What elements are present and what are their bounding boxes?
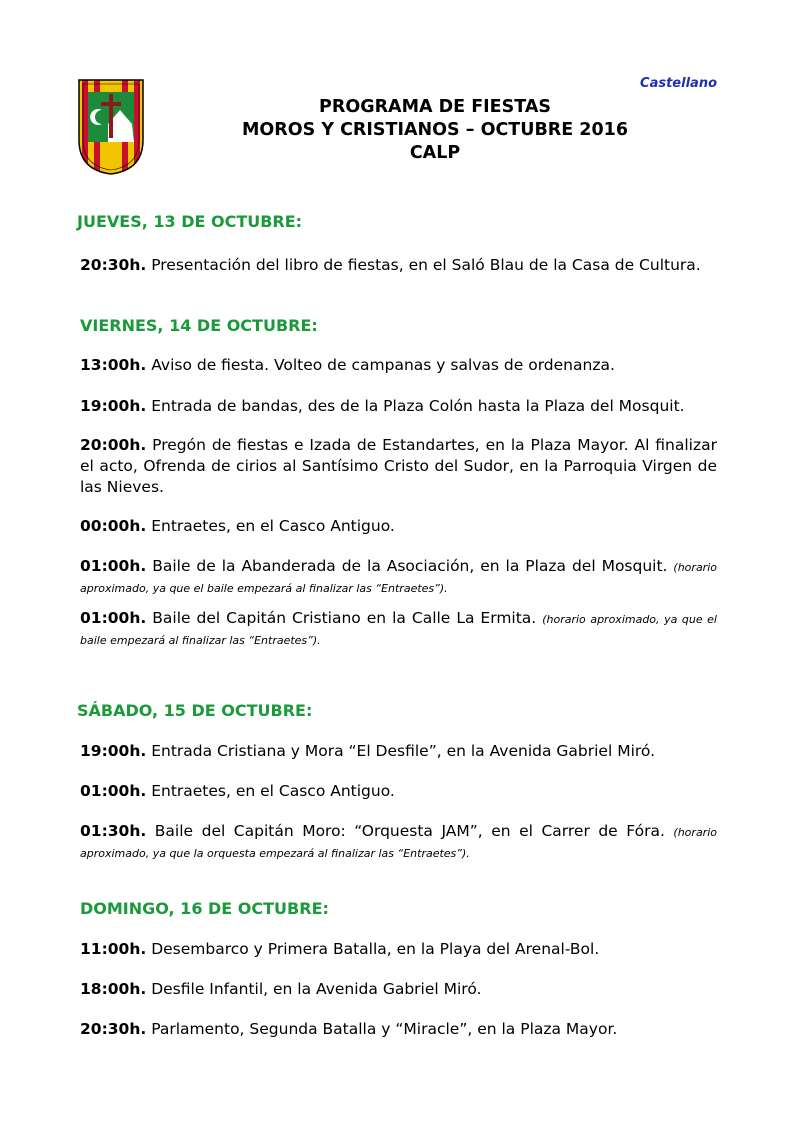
event-time: 18:00h. — [80, 980, 147, 998]
event-item — [80, 608, 717, 650]
event-time: 13:00h. — [80, 356, 147, 374]
event-item — [80, 979, 717, 1000]
page-title — [160, 96, 710, 165]
day-heading-thursday: JUEVES, 13 DE OCTUBRE: — [77, 212, 303, 231]
event-item — [80, 1019, 717, 1040]
event-text: Entraetes, en el Casco Antiguo. — [151, 782, 395, 800]
event-time: 20:00h. — [80, 436, 147, 454]
title-line-2: MOROS Y CRISTIANOS – OCTUBRE 2016 — [241, 120, 629, 140]
event-item — [80, 396, 717, 417]
event-item — [80, 781, 717, 802]
title-line-1: PROGRAMA DE FIESTAS — [319, 97, 551, 117]
event-text: Desfile Infantil, en la Avenida Gabriel Miró. — [151, 980, 482, 998]
event-text: Baile del Capitán Moro: “Orquesta JAM”, en el Carrer de Fóra. — [154, 822, 665, 840]
event-text: Entrada de bandas, des de la Plaza Colón hasta la Plaza del Mosquit. — [151, 397, 685, 415]
event-time: 01:00h. — [80, 609, 147, 627]
event-text: Presentación del libro de fiestas, en el Saló Blau de la Casa de Cultura. — [151, 256, 701, 274]
event-time: 00:00h. — [80, 517, 147, 535]
event-item — [80, 435, 717, 498]
event-item — [80, 556, 717, 598]
language-label: Castellano — [640, 76, 717, 91]
event-note: (horario aproximado, ya que el baile empezará al finalizar las “Entraetes”). — [80, 613, 717, 647]
event-time: 01:00h. — [80, 557, 147, 575]
day-heading-sunday: DOMINGO, 16 DE OCTUBRE: — [80, 899, 329, 918]
event-item — [80, 939, 717, 960]
event-item — [80, 355, 717, 376]
event-text: Entrada Cristiana y Mora “El Desfile”, en la Avenida Gabriel Miró. — [151, 742, 656, 760]
event-time: 11:00h. — [80, 940, 147, 958]
event-item — [80, 741, 717, 762]
event-text: Aviso de fiesta. Volteo de campanas y salvas de ordenanza. — [151, 356, 615, 374]
event-time: 19:00h. — [80, 742, 147, 760]
event-text: Entraetes, en el Casco Antiguo. — [151, 517, 395, 535]
day-heading-friday: VIERNES, 14 DE OCTUBRE: — [80, 316, 318, 335]
event-time: 19:00h. — [80, 397, 147, 415]
title-line-3: CALP — [409, 143, 461, 163]
day-heading-saturday: SÁBADO, 15 DE OCTUBRE: — [77, 701, 313, 720]
event-note: (horario aproximado, ya que el baile empezará al finalizar las “Entraetes”). — [80, 561, 717, 595]
event-item — [80, 255, 717, 276]
event-text: Baile de la Abanderada de la Asociación, en la Plaza del Mosquit. — [152, 557, 668, 575]
event-time: 20:30h. — [80, 256, 147, 274]
event-text: Baile del Capitán Cristiano en la Calle La Ermita. — [152, 609, 537, 627]
crest-logo — [76, 78, 146, 176]
event-time: 01:00h. — [80, 782, 147, 800]
event-item — [80, 516, 717, 537]
event-item — [80, 821, 717, 863]
event-note: (horario aproximado, ya que la orquesta empezará al finalizar las “Entraetes”). — [80, 826, 717, 860]
event-text: Parlamento, Segunda Batalla y “Miracle”, en la Plaza Mayor. — [151, 1020, 618, 1038]
event-text: Pregón de fiestas e Izada de Estandartes, en la Plaza Mayor. Al finalizar el acto, Ofrenda de cirios al Santísimo Cristo del Sudor, en la Parroquia Virgen de las Nieves. — [80, 436, 717, 496]
event-text: Desembarco y Primera Batalla, en la Playa del Arenal-Bol. — [151, 940, 600, 958]
event-time: 20:30h. — [80, 1020, 147, 1038]
event-time: 01:30h. — [80, 822, 147, 840]
